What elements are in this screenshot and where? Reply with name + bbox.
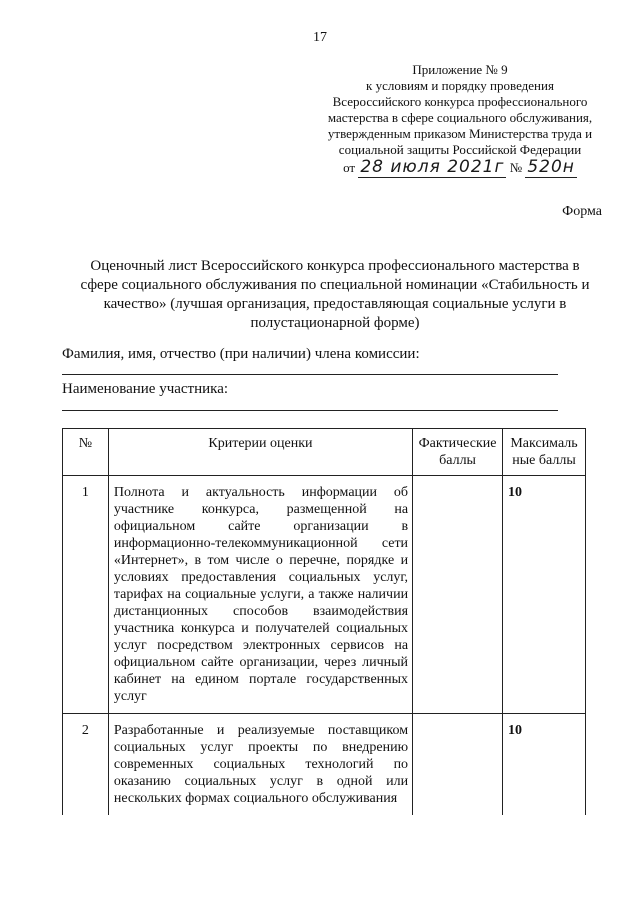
header-max: Максималь ные баллы: [503, 429, 586, 476]
header-num: №: [63, 429, 109, 476]
header-actual: Фактические баллы: [413, 429, 503, 476]
commission-member-label: Фамилия, имя, отчество (при наличии) члена комиссии:: [62, 346, 420, 362]
appendix-line: к условиям и порядку проведения: [366, 78, 554, 93]
appendix-line: мастерства в сфере социального обслуживания,: [327, 110, 593, 125]
commission-member-line: [62, 374, 558, 375]
header-criteria: Критерии оценки: [108, 429, 412, 476]
row-actual: [413, 476, 503, 714]
appendix-block: [300, 62, 620, 176]
handwritten-date: 28 июля 2021г: [360, 157, 505, 177]
table-row: [63, 476, 586, 714]
row-num: 2: [63, 714, 109, 816]
order-date-number: [300, 159, 620, 176]
form-label: Форма: [562, 204, 602, 219]
from-label: от: [343, 160, 356, 175]
criteria-table: [62, 428, 586, 815]
appendix-line: утвержденным приказом Министерства труда и: [327, 126, 593, 141]
document-title: Оценочный лист Всероссийского конкурса профессионального мастерства в сфере социального обслуживания по специальной номинации «Стабильность и качество» (лучшая организация, предоставляющая социальные услуги в полустационарной форме): [80, 258, 590, 331]
appendix-line: социальной защиты Российской Федерации: [338, 142, 582, 157]
row-actual: [413, 714, 503, 816]
participant-label: Наименование участника:: [62, 381, 229, 397]
row-criteria: Полнота и актуальность информации об участнике конкурса, размещенной на официальном сайте организации в информационно-телекоммуникационной сети «Интернет», в том числе о перечне, порядке и условиях предоставления социальных услуг, тарифах на социальные услуги, а также наличии дистанционных способов взаимодействия участника конкурса и получателей социальных услуг посредством электронных сервисов на официальном сайте организации, через личный кабинет на едином портале государственных услуг: [108, 476, 412, 714]
page-number: 17: [313, 30, 327, 45]
number-label: №: [509, 160, 523, 175]
row-num: 1: [63, 476, 109, 714]
participant-line: [62, 410, 558, 411]
row-criteria: Разработанные и реализуемые поставщиком социальных услуг проекты по внедрению современных социальных технологий по оказанию социальных услуг в одной или нескольких формах социального обслуживания: [108, 714, 412, 816]
table-header-row: [63, 429, 586, 476]
row-max: 10: [503, 714, 586, 816]
appendix-title: Приложение № 9: [412, 62, 508, 77]
table-row: [63, 714, 586, 816]
handwritten-number: 520н: [527, 157, 575, 177]
appendix-line: Всероссийского конкурса профессионального: [332, 94, 588, 109]
row-max: 10: [503, 476, 586, 714]
